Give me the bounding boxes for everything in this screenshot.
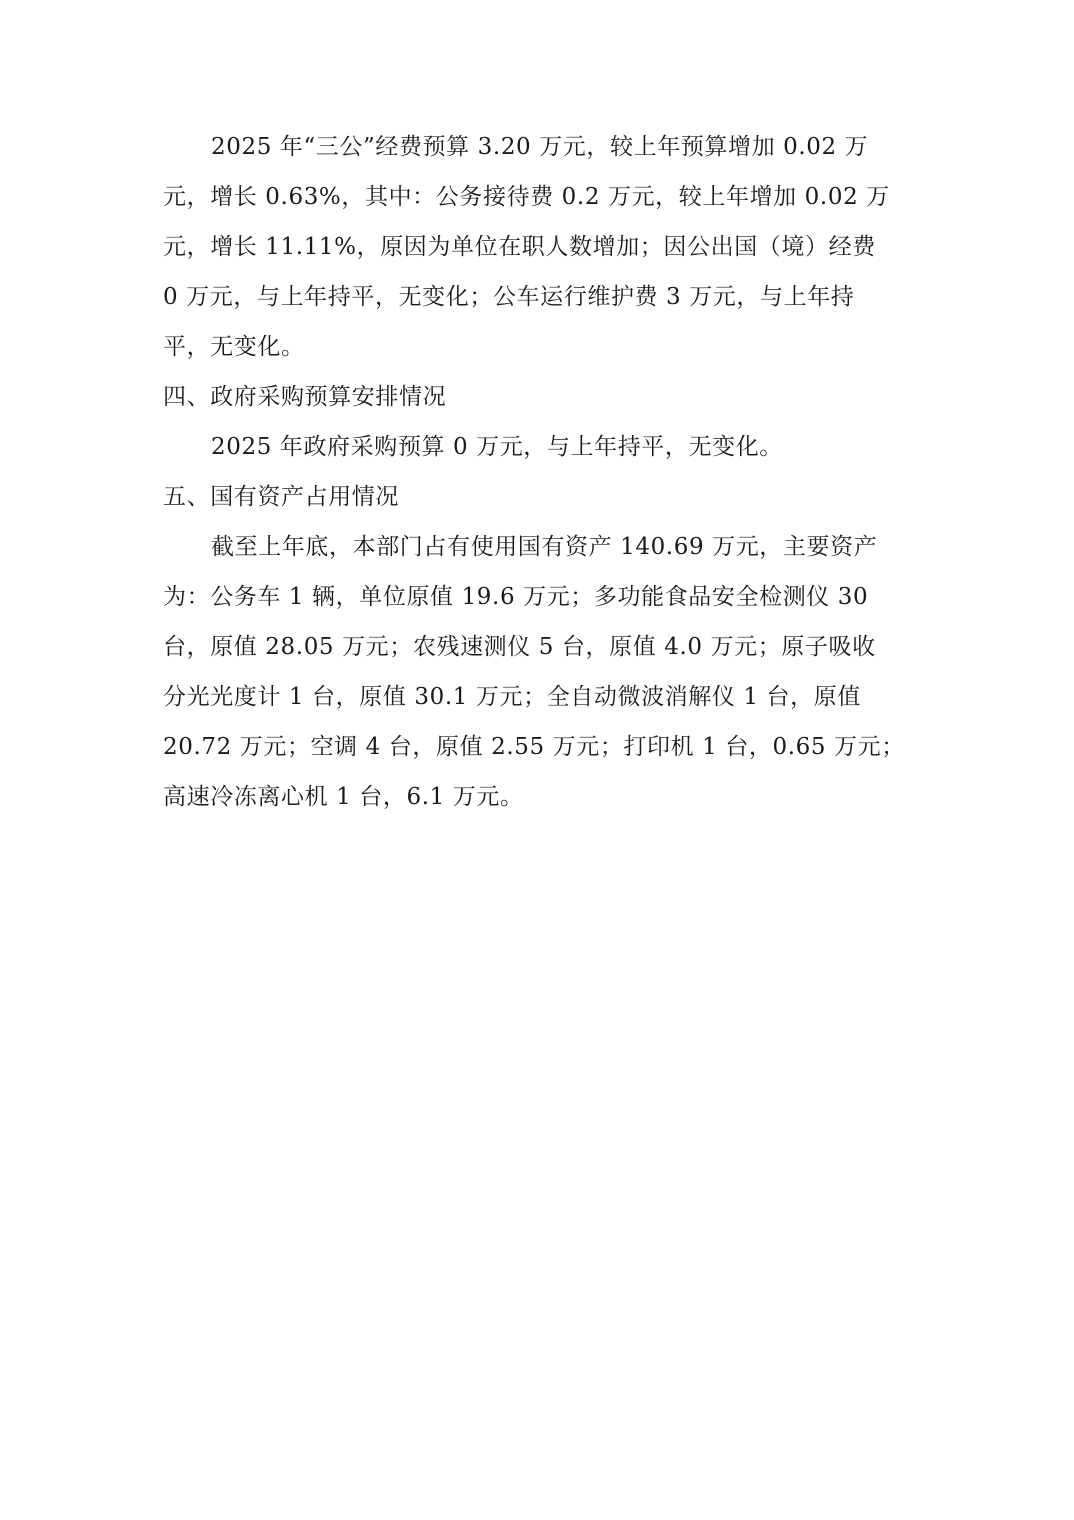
- section-heading-state-assets: 五、国有资产占用情况: [163, 484, 399, 510]
- paragraph-state-assets-line-1: 截至上年底，本部门占有使用国有资产 140.69 万元，主要资产: [211, 534, 878, 560]
- paragraph-state-assets-line-6: 高速冷冻离心机 1 台，6.1 万元。: [163, 784, 524, 810]
- paragraph-three-public-budget-line-5: 平，无变化。: [163, 334, 305, 360]
- section-heading-procurement: 四、政府采购预算安排情况: [163, 384, 447, 410]
- paragraph-state-assets-line-2: 为：公务车 1 辆，单位原值 19.6 万元；多功能食品安全检测仪 30: [163, 584, 869, 610]
- document-body: [163, 122, 911, 822]
- paragraph-state-assets-line-5: 20.72 万元；空调 4 台，原值 2.55 万元；打印机 1 台，0.65 万元；: [163, 734, 905, 760]
- paragraph-three-public-budget-line-4: 0 万元，与上年持平，无变化；公车运行维护费 3 万元，与上年持: [163, 284, 855, 310]
- paragraph-procurement: 2025 年政府采购预算 0 万元，与上年持平，无变化。: [211, 434, 783, 460]
- paragraph-three-public-budget-line-3: 元，增长 11.11%，原因为单位在职人数增加；因公出国（境）经费: [163, 234, 876, 260]
- paragraph-three-public-budget-line-2: 元，增长 0.63%，其中：公务接待费 0.2 万元，较上年增加 0.02 万: [163, 184, 890, 210]
- paragraph-state-assets-line-4: 分光光度计 1 台，原值 30.1 万元；全自动微波消解仪 1 台，原值: [163, 684, 861, 710]
- paragraph-state-assets-line-3: 台，原值 28.05 万元；农残速测仪 5 台，原值 4.0 万元；原子吸收: [163, 634, 876, 660]
- paragraph-three-public-budget-line-1: 2025 年“三公”经费预算 3.20 万元，较上年预算增加 0.02 万: [211, 134, 869, 160]
